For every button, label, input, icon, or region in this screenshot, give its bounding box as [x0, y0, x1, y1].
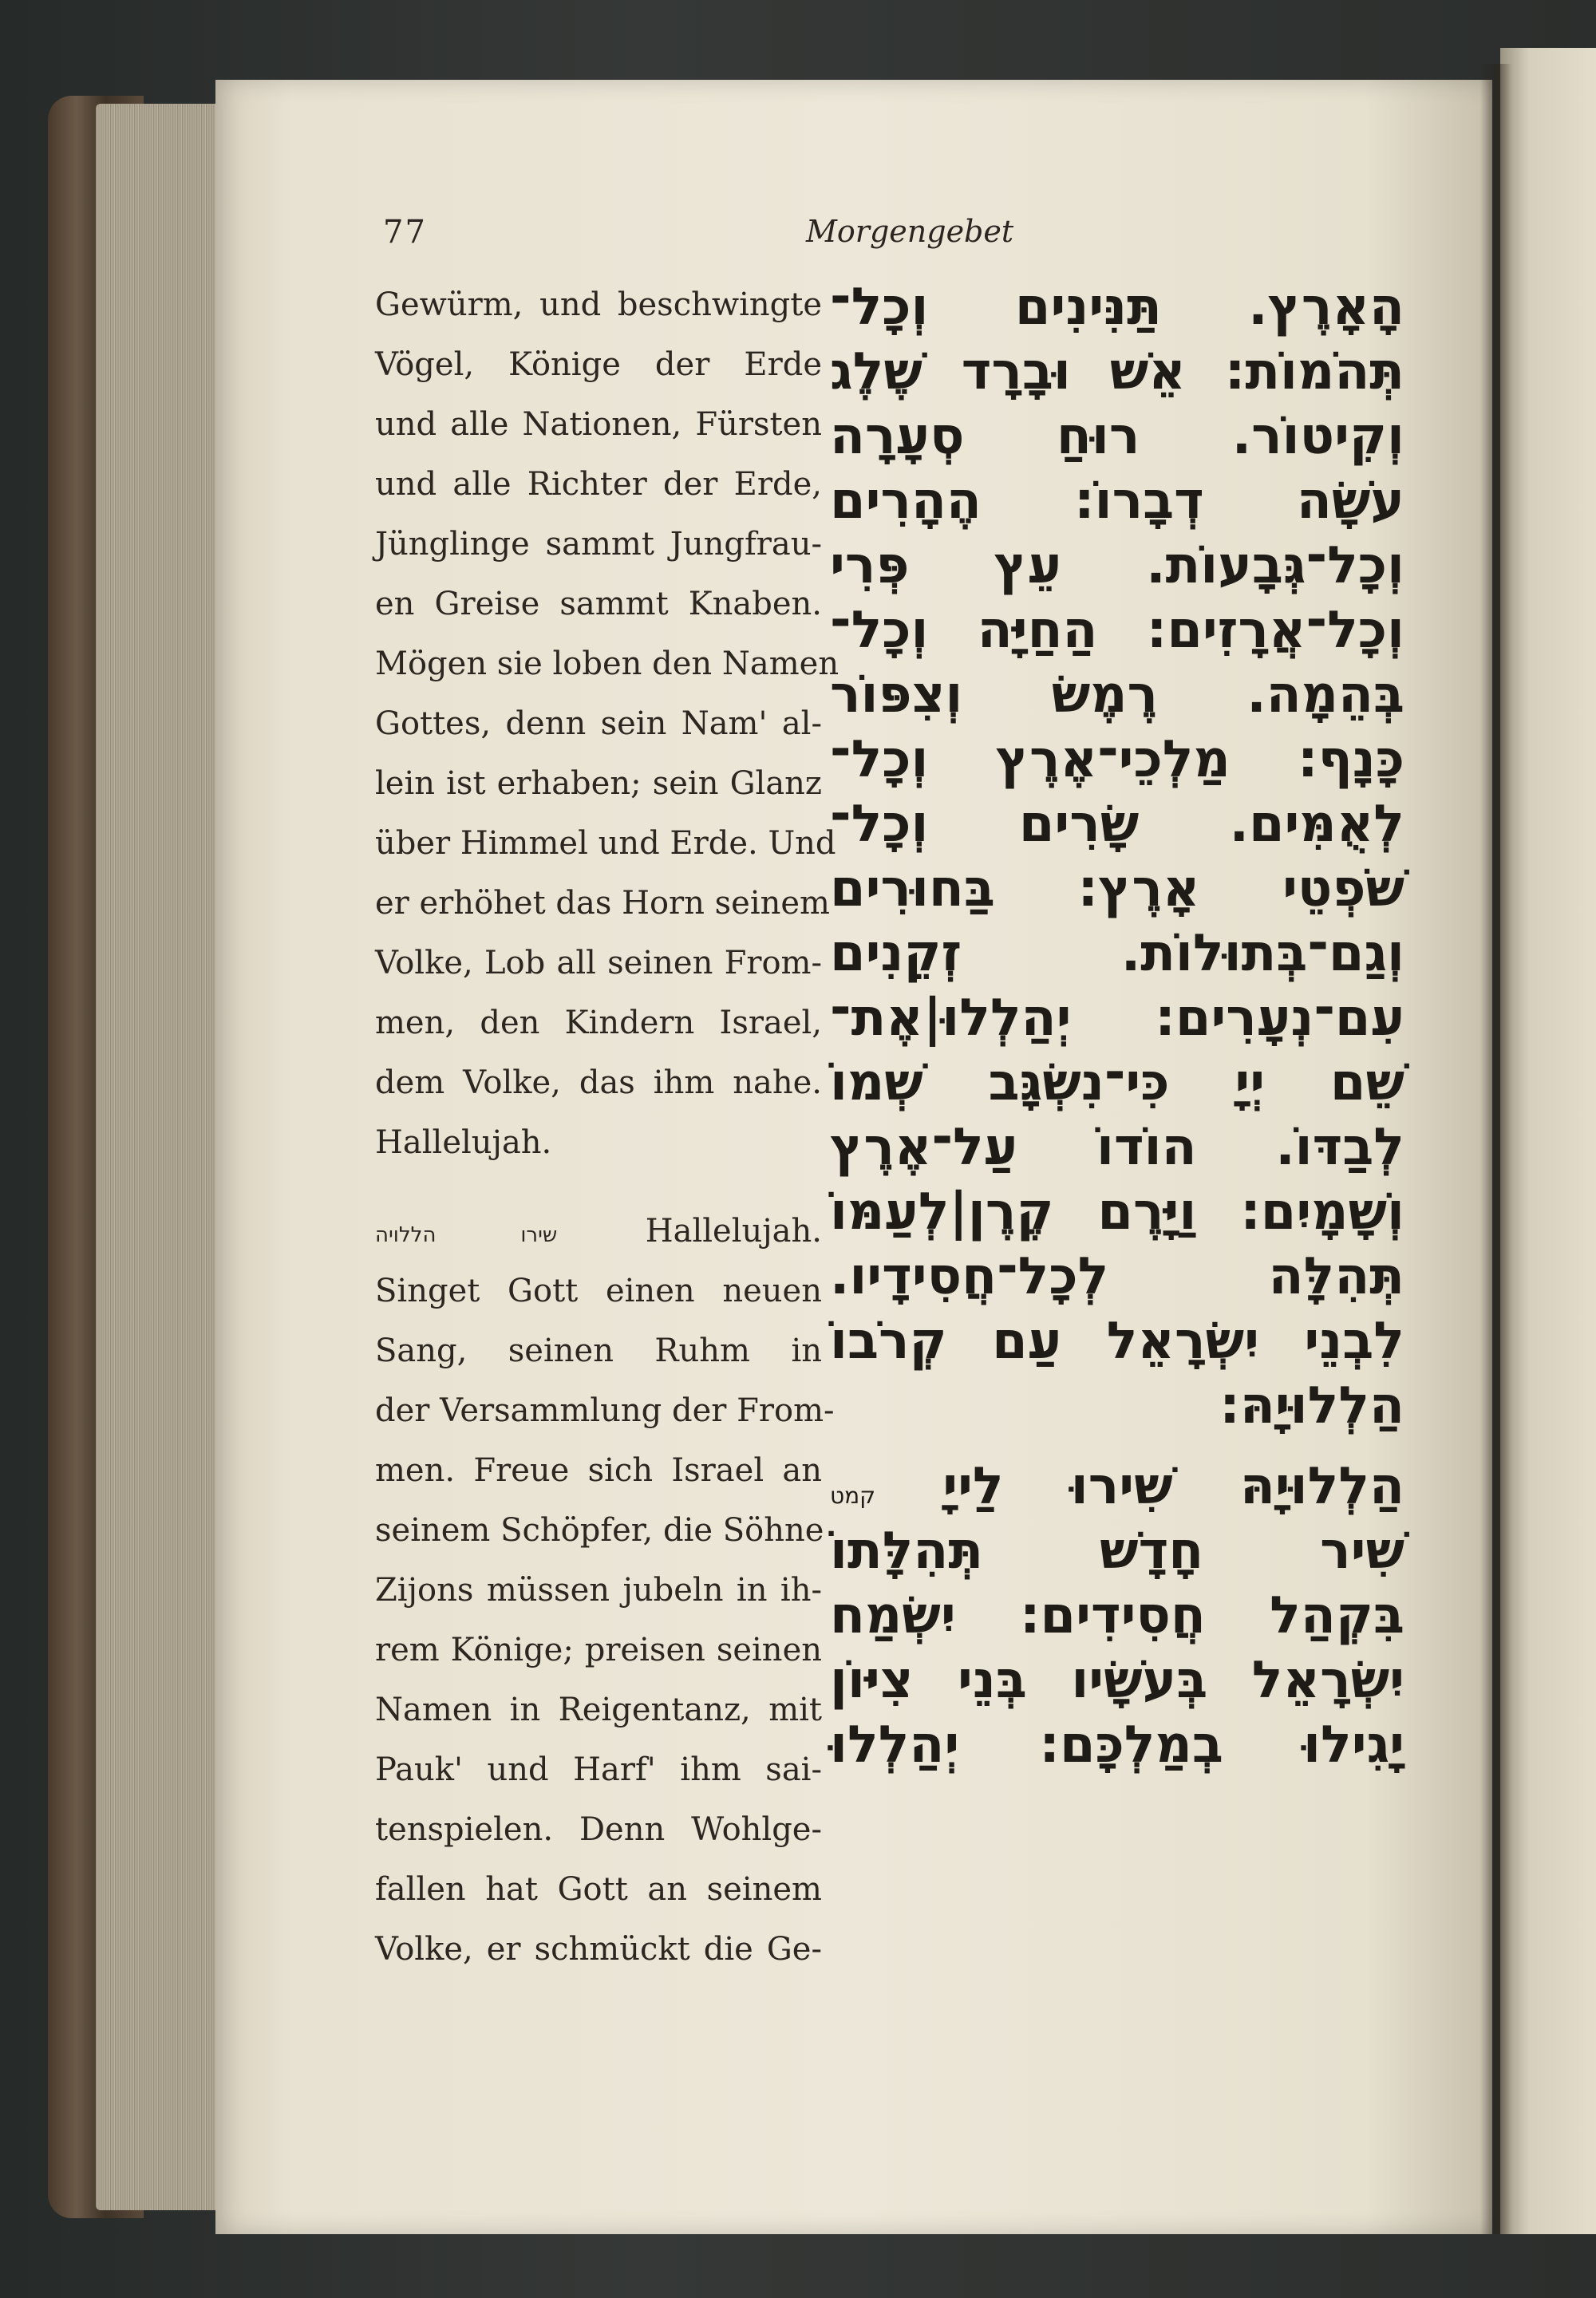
psalm-heading: Hallelujah. [645, 1213, 822, 1250]
hebrew-line: בְּהֵמָה. רֶמֶשׂ וְצִפּוֹר [830, 665, 1404, 725]
german-line: Gottes, denn sein Nam' al- [375, 705, 822, 742]
hebrew-line: שֵׁם יְיָ כִּי־נִשְׂגָּב שְׁמוֹ [830, 1053, 1404, 1112]
german-line: men, den Kindern Israel, [375, 1005, 822, 1041]
psalm-hebrew-marker: שירו הללויה [375, 1223, 558, 1247]
page-header [375, 214, 1014, 262]
german-line: rem Könige; preisen seinen [375, 1632, 822, 1668]
paragraph-gap [375, 1173, 822, 1202]
german-line: men. Freue sich Israel an [375, 1452, 822, 1489]
hebrew-line: וְשָׁמָיִם: וַיָּרֶם קֶרֶן|לְעַמּוֹ [830, 1183, 1404, 1242]
german-line: der Versammlung der From- [375, 1392, 835, 1429]
psalm-heading-line [375, 1202, 822, 1262]
running-title: Morgengebet [806, 214, 1014, 249]
hebrew-line: תְּהִלָּה לְכָל־חֲסִידָיו. [830, 1247, 1404, 1306]
hebrew-line: לְבַדּוֹ. הוֹדוֹ עַל־אֶרֶץ [830, 1118, 1404, 1177]
hebrew-line: יָגִילוּ בְמַלְכָּם: יְהַלְלוּ [830, 1716, 1404, 1775]
german-line: über Himmel und Erde. Und [375, 825, 836, 862]
hebrew-line: יִשְׂרָאֵל בְּעֹשָׂיו בְּנֵי צִיּוֹן [830, 1651, 1404, 1710]
hebrew-line: לִבְנֵי יִשְׂרָאֵל עַם קְרֹבוֹ [830, 1312, 1404, 1371]
book-gutter [1480, 64, 1512, 2234]
hebrew-line: שִׁיר חָדָשׁ תְּהִלָּתוֹ [830, 1522, 1404, 1581]
german-line: Mögen sie loben den Namen [375, 646, 839, 682]
paragraph-gap [830, 1439, 1404, 1455]
hebrew-line: וְכָל־גְּבָעוֹת. עֵץ פְּרִי [830, 536, 1404, 595]
german-line: Hallelujah. [375, 1124, 552, 1161]
german-line: Namen in Reigentanz, mit [375, 1692, 822, 1728]
hebrew-psalm-first-line [830, 1455, 1404, 1519]
german-line: er erhöhet das Horn seinem [375, 885, 830, 922]
german-line: Zijons müssen jubeln in ih- [375, 1572, 822, 1609]
page-edges [96, 104, 231, 2210]
hebrew-line: וְכָל־אֲרָזִים: הַחַיָּה וְכָל־ [830, 601, 1404, 660]
hebrew-line: שֹׁפְטֵי אָרֶץ: בַּחוּרִים [830, 859, 1404, 918]
hebrew-line: כָּנָף: מַלְכֵי־אֶרֶץ וְכָל־ [830, 730, 1404, 789]
german-line: Vögel, Könige der Erde [375, 346, 822, 383]
german-line: Sang, seinen Ruhm in [375, 1333, 822, 1369]
page-number: 77 [383, 214, 427, 251]
german-line: Pauk' und Harf' ihm sai- [375, 1751, 822, 1788]
german-line: fallen hat Gott an seinem [375, 1871, 822, 1908]
hebrew-line: הַלְלוּיָהּ שִׁירוּ לַייָ [942, 1457, 1405, 1516]
german-line: und alle Nationen, Fürsten [375, 406, 822, 443]
german-translation-column [375, 275, 839, 1980]
hebrew-line: הָאָרֶץ. תַּנִּינִים וְכָל־ [830, 278, 1404, 337]
german-line: Jünglinge sammt Jungfrau- [375, 526, 822, 563]
hebrew-line: עִם־נְעָרִים: יְהַלְלוּ|אֶת־ [830, 989, 1404, 1048]
hebrew-line: עֹשָׂה דְבָרוֹ: הֶהָרִים [830, 472, 1404, 531]
german-line: tenspielen. Denn Wohlge- [375, 1811, 822, 1848]
german-line: Singet Gott einen neuen [375, 1273, 822, 1309]
psalm-number-marker: קמט [830, 1483, 876, 1509]
german-line: dem Volke, das ihm nahe. [375, 1064, 822, 1101]
german-line: lein ist erhaben; sein Glanz [375, 765, 822, 802]
german-line: seinem Schöpfer, die Söhne [375, 1512, 824, 1549]
german-line: Volke, er schmückt die Ge- [375, 1931, 822, 1968]
hebrew-line: הַלְלוּיָהּ: [1219, 1376, 1404, 1435]
hebrew-line: בִּקְהַל חֲסִידִים: יִשְׂמַח [830, 1586, 1404, 1645]
hebrew-line: לְאֻמִּים. שָׂרִים וְכָל־ [830, 795, 1404, 854]
german-line: und alle Richter der Erde, [375, 466, 822, 503]
german-line: en Greise sammt Knaben. [375, 586, 822, 622]
hebrew-text-column [830, 275, 1404, 1778]
hebrew-line: וְגַם־בְּתוּלוֹת. זְקֵנִים [830, 924, 1404, 983]
hebrew-line: תְּהֹמוֹת: אֵשׁ וּבָרָד שֶׁלֶג [830, 342, 1404, 401]
facing-page-edge [1500, 48, 1596, 2234]
hebrew-line: וְקִיטוֹר. רוּחַ סְעָרָה [830, 407, 1404, 466]
german-line: Gewürm, und beschwingte [375, 286, 822, 323]
german-line: Volke, Lob all seinen From- [375, 945, 822, 981]
